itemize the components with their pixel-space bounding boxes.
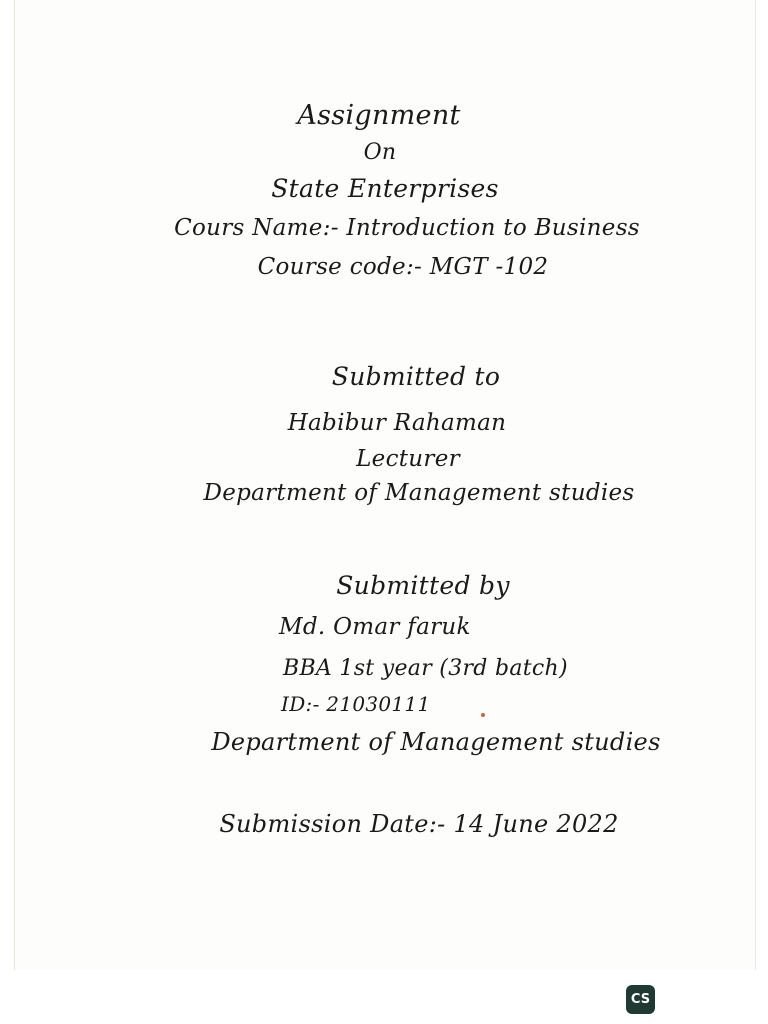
submission-date: Submission Date:- 14 June 2022 (219, 810, 619, 838)
camscanner-logo: CS (626, 985, 655, 1014)
student-name: Md. Omar faruk (279, 614, 471, 640)
assignment-topic: State Enterprises (271, 174, 499, 203)
student-id: ID:- 21030111 (281, 692, 431, 716)
course-name: Cours Name:- Introduction to Business (174, 215, 640, 241)
teacher-designation: Lecturer (356, 446, 460, 472)
course-code: Course code:- MGT -102 (257, 254, 549, 280)
ink-dot (481, 713, 485, 717)
student-program: BBA 1st year (3rd batch) (283, 656, 568, 681)
student-department: Department of Management studies (211, 728, 661, 756)
submitted-to-heading: Submitted to (331, 362, 501, 391)
teacher-department: Department of Management studies (203, 480, 635, 506)
submitted-by-heading: Submitted by (336, 571, 510, 600)
teacher-name: Habibur Rahaman (287, 410, 507, 436)
on-label: On (363, 140, 397, 165)
assignment-title: Assignment (297, 100, 461, 131)
